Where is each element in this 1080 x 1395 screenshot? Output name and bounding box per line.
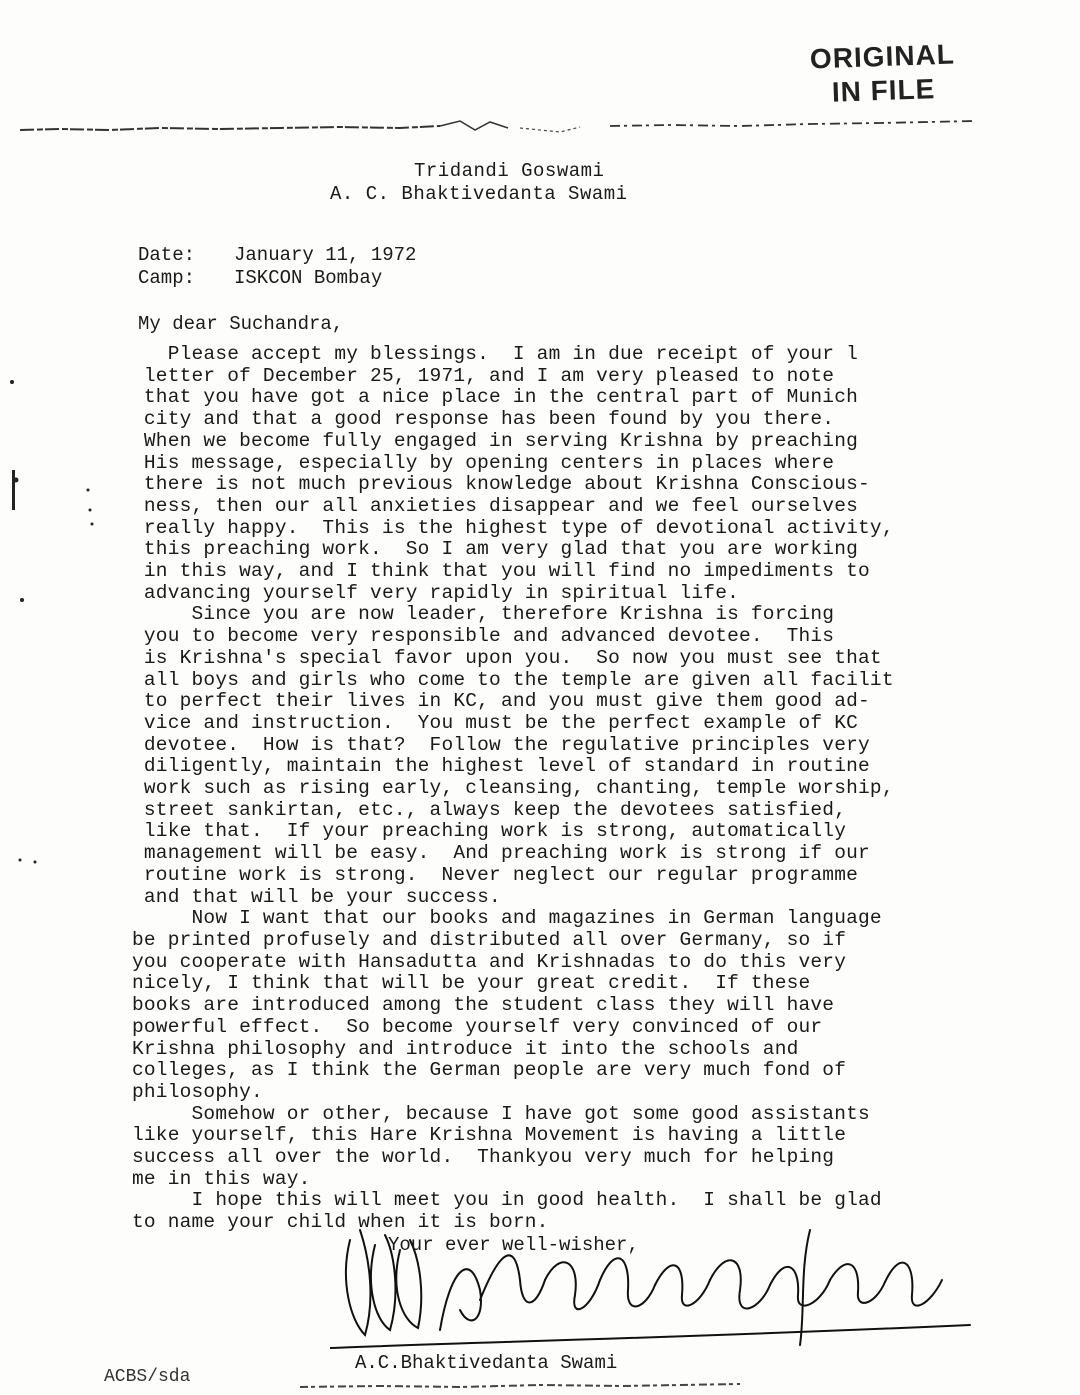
body-line: colleges, as I think the German people are very much fond of	[132, 1059, 847, 1082]
letter-body	[132, 344, 992, 1234]
camp-value: ISKCON Bombay	[234, 267, 383, 289]
body-line: books are introduced among the student class they will have	[132, 994, 835, 1017]
signed-name: A.C.Bhaktivedanta Swami	[355, 1352, 618, 1374]
letterhead-title: Tridandi Goswami	[414, 160, 605, 182]
body-line: me in this way.	[132, 1167, 311, 1190]
bottom-divider-line	[300, 1378, 740, 1392]
body-line: that you have got a nice place in the central part of Munich	[132, 386, 859, 409]
body-line: diligently, maintain the highest level of standard in routine	[132, 755, 870, 778]
date-value: January 11, 1972	[234, 244, 417, 266]
body-line: be printed profusely and distributed all over Germany, so if	[132, 928, 847, 951]
body-line: city and that a good response has been found by you there.	[132, 408, 835, 431]
body-line: to perfect their lives in KC, and you must give them good ad-	[132, 690, 870, 713]
salutation: My dear Suchandra,	[138, 313, 344, 335]
body-line: work such as rising early, cleansing, chanting, temple worship,	[132, 777, 894, 800]
closing-line: Your ever well-wisher,	[388, 1234, 639, 1256]
body-line: powerful effect. So become yourself very convinced of our	[132, 1015, 823, 1038]
body-line: When we become fully engaged in serving Krishna by preaching	[132, 429, 859, 452]
camp-row	[138, 267, 416, 290]
body-line: advancing yourself very rapidly in spiritual life.	[132, 581, 739, 604]
original-in-file-stamp	[807, 37, 959, 110]
body-line: you cooperate with Hansadutta and Krishnadas to do this very	[132, 950, 847, 973]
date-label: Date:	[138, 244, 196, 266]
body-line: and that will be your success.	[132, 885, 501, 908]
body-line: street sankirtan, etc., always keep the devotees satisfied,	[132, 798, 847, 821]
body-line: in this way, and I think that you will find no impediments to	[132, 560, 870, 583]
body-line: Somehow or other, because I have got some good assistants	[132, 1102, 870, 1125]
body-line: philosophy.	[132, 1080, 263, 1103]
body-line: success all over the world. Thankyou very much for helping	[132, 1146, 835, 1169]
body-line: is Krishna's special favor upon you. So now you must see that	[132, 646, 882, 669]
stamp-line-2: IN FILE	[831, 73, 936, 108]
body-line: His message, especially by opening centers in places where	[132, 451, 835, 474]
date-row	[138, 244, 416, 267]
body-line: really happy. This is the highest type of devotional activity,	[132, 516, 894, 539]
letter-meta	[138, 244, 416, 290]
top-divider-line	[20, 118, 975, 138]
reference-initials: ACBS/sda	[104, 1367, 191, 1387]
body-line: routine work is strong. Never neglect our regular programme	[132, 863, 859, 886]
camp-label: Camp:	[138, 267, 196, 289]
body-line: this preaching work. So I am very glad that you are working	[132, 538, 859, 561]
body-line: Krishna philosophy and introduce it into the schools and	[132, 1037, 799, 1060]
body-line: vice and instruction. You must be the perfect example of KC	[132, 711, 859, 734]
body-line: you to become very responsible and advanced devotee. This	[132, 625, 835, 648]
body-line: management will be easy. And preaching work is strong if our	[132, 842, 870, 865]
body-line: I hope this will meet you in good health. I shall be glad	[132, 1189, 882, 1212]
body-line: to name your child when it is born.	[132, 1211, 549, 1234]
body-line: letter of December 25, 1971, and I am very pleased to note	[132, 364, 835, 387]
body-line: nicely, I think that will be your great credit. If these	[132, 972, 811, 995]
handwritten-signature	[330, 1210, 980, 1350]
letterhead-name: A. C. Bhaktivedanta Swami	[330, 183, 628, 205]
body-line: Now I want that our books and magazines in German language	[132, 907, 882, 930]
body-line: all boys and girls who come to the temple are given all facilit	[132, 668, 894, 691]
body-line: ness, then our all anxieties disappear and we feel ourselves	[132, 494, 859, 517]
stamp-line-1: ORIGINAL	[809, 38, 956, 75]
body-line: like yourself, this Hare Krishna Movement is having a little	[132, 1124, 847, 1147]
body-line: Please accept my blessings. I am in due receipt of your l	[132, 343, 859, 365]
margin-specks	[0, 300, 110, 900]
body-line: there is not much previous knowledge about Krishna Conscious-	[132, 473, 870, 496]
body-line: Since you are now leader, therefore Krishna is forcing	[132, 603, 835, 626]
body-line: like that. If your preaching work is strong, automatically	[132, 820, 847, 843]
letterhead	[330, 160, 730, 206]
body-line: devotee. How is that? Follow the regulative principles very	[132, 733, 870, 756]
